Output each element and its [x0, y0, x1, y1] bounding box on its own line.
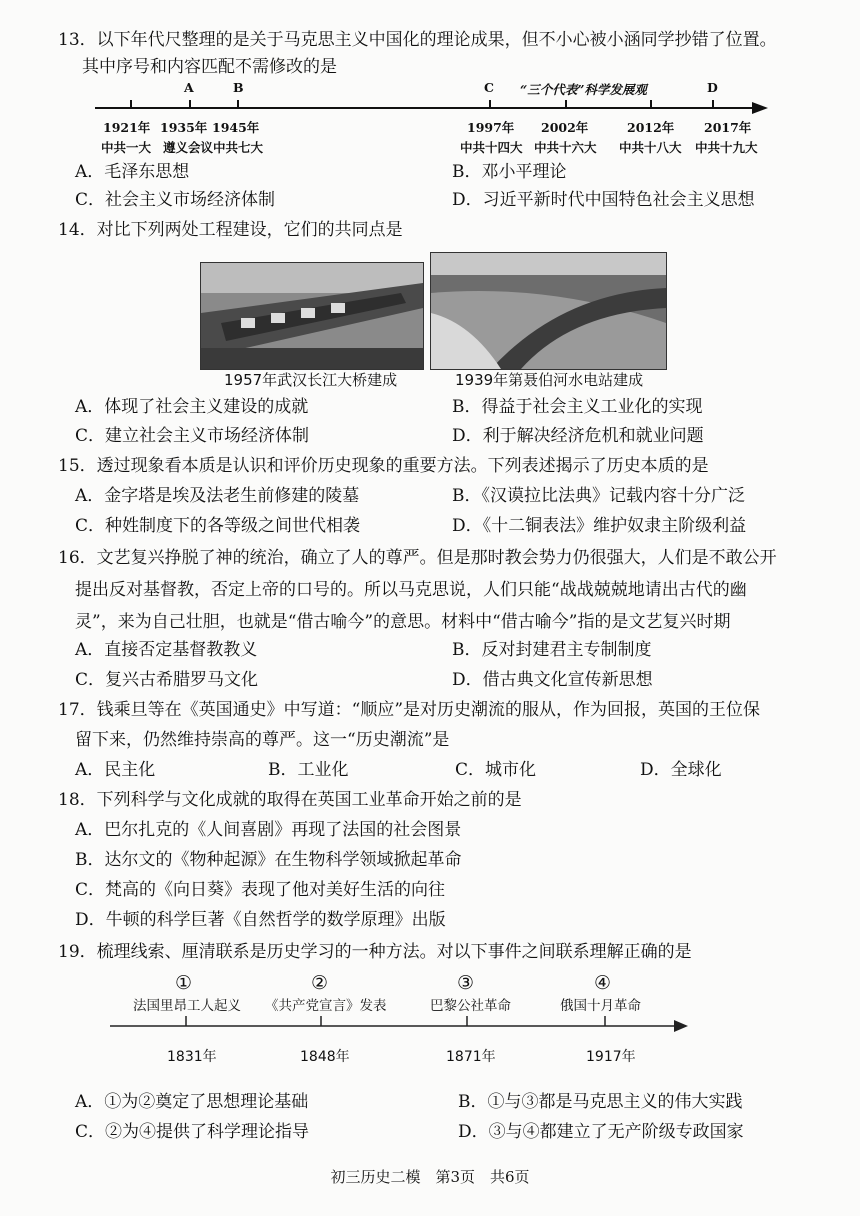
- q19-option-d: D．③与④都建立了无产阶级专政国家: [458, 1122, 744, 1142]
- q13-letter-b: B: [233, 80, 244, 95]
- q18-option-b: B．达尔文的《物种起源》在生物科学领域掀起革命: [75, 850, 462, 870]
- q14-option-d: D．利于解决经济危机和就业问题: [452, 426, 704, 446]
- q13-year-1921: 1921年: [103, 120, 151, 135]
- q19-option-a: A．①为②奠定了思想理论基础: [75, 1092, 309, 1112]
- q19-num-2: ②: [311, 972, 329, 994]
- q19-event-4: 俄国十月革命: [560, 998, 641, 1014]
- q14-stem: 14．对比下列两处工程建设，它们的共同点是: [58, 220, 403, 240]
- q13-event-3: 中共七大: [213, 140, 264, 155]
- q16-option-c: C．复兴古希腊罗马文化: [75, 670, 259, 690]
- q16-stem-line3: 灵”，来为自己壮胆，也就是“借古喻今”的意思。材料中“借古喻今”指的是文艺复兴时期: [75, 612, 731, 632]
- q13-year-1997: 1997年: [467, 120, 515, 135]
- q14-option-b: B．得益于社会主义工业化的实现: [452, 397, 703, 417]
- q13-year-1935: 1935年: [160, 120, 208, 135]
- q13-letter-a: A: [184, 80, 194, 95]
- q19-stem: 19．梳理线索、厘清联系是历史学习的一种方法。对以下事件之间联系理解正确的是: [58, 942, 692, 962]
- q16-option-d: D．借古典文化宣传新思想: [452, 670, 653, 690]
- q13-option-b: B．邓小平理论: [452, 162, 567, 182]
- q13-stem-line1: 13．以下年代尺整理的是关于马克思主义中国化的理论成果，但不小心被小涵同学抄错了位置。: [58, 30, 777, 50]
- q19-year-1917: 1917年: [586, 1049, 636, 1065]
- q13-banner: “三个代表”科学发展观: [520, 82, 647, 97]
- q17-option-b: B．工业化: [268, 760, 349, 780]
- q13-year-2012: 2012年: [627, 120, 675, 135]
- q17-stem-line1: 17．钱乘旦等在《英国通史》中写道：“顺应”是对历史潮流的服从，作为回报，英国的王位保: [58, 700, 761, 720]
- q19-event-2: 《共产党宣言》发表: [265, 998, 387, 1014]
- bridge-photo: [200, 262, 424, 370]
- q14-option-a: A．体现了社会主义建设的成就: [75, 397, 309, 417]
- q19-year-1871: 1871年: [446, 1049, 496, 1065]
- q18-stem: 18．下列科学与文化成就的取得在英国工业革命开始之前的是: [58, 790, 522, 810]
- q19-num-4: ④: [594, 972, 612, 994]
- q14-option-c: C．建立社会主义市场经济体制: [75, 426, 310, 446]
- q13-event-5: 中共十六大: [534, 140, 597, 155]
- q15-option-a: A．金字塔是埃及法老生前修建的陵墓: [75, 486, 360, 506]
- q13-event-1: 中共一大: [101, 140, 152, 155]
- q16-option-a: A．直接否定基督教教义: [75, 640, 258, 660]
- q19-year-1848: 1848年: [300, 1049, 350, 1065]
- q19-option-c: C．②为④提供了科学理论指导: [75, 1122, 310, 1142]
- q13-event-7: 中共十九大: [695, 140, 758, 155]
- q18-option-c: C．梵高的《向日葵》表现了他对美好生活的向往: [75, 880, 446, 900]
- q13-year-2002: 2002年: [541, 120, 589, 135]
- dam-photo: [430, 252, 667, 370]
- q17-option-a: A．民主化: [75, 760, 156, 780]
- bridge-caption: 1957年武汉长江大桥建成: [224, 371, 398, 389]
- dam-caption: 1939年第聂伯河水电站建成: [455, 371, 644, 389]
- q13-option-a: A．毛泽东思想: [75, 162, 190, 182]
- q19-year-1831: 1831年: [167, 1049, 217, 1065]
- q13-year-2017: 2017年: [704, 120, 752, 135]
- q19-num-3: ③: [457, 972, 475, 994]
- q19-timeline: [0, 1010, 860, 1040]
- q13-event-4: 中共十四大: [460, 140, 523, 155]
- q18-option-d: D．牛顿的科学巨著《自然哲学的数学原理》出版: [75, 910, 446, 930]
- q15-stem: 15．透过现象看本质是认识和评价历史现象的重要方法。下列表述揭示了历史本质的是: [58, 456, 709, 476]
- q16-option-b: B．反对封建君主专制制度: [452, 640, 652, 660]
- q13-event-2: 遵义会议: [163, 140, 214, 155]
- q15-option-b: B．《汉谟拉比法典》记载内容十分广泛: [452, 486, 745, 506]
- q13-stem-line2: 其中序号和内容匹配不需修改的是: [82, 57, 337, 77]
- q19-event-1: 法国里昂工人起义: [133, 998, 241, 1014]
- q13-option-c: C．社会主义市场经济体制: [75, 190, 276, 210]
- q19-num-1: ①: [175, 972, 193, 994]
- q13-letter-d: D: [707, 80, 718, 95]
- q16-stem-line2: 提出反对基督教，否定上帝的口号的。所以马克思说，人们只能“战战兢兢地请出古代的幽: [75, 580, 747, 600]
- q19-option-b: B．①与③都是马克思主义的伟大实践: [458, 1092, 743, 1112]
- q16-stem-line1: 16．文艺复兴挣脱了神的统治，确立了人的尊严。但是那时教会势力仍很强大，人们是不敢公开: [58, 548, 777, 568]
- q18-option-a: A．巴尔扎克的《人间喜剧》再现了法国的社会图景: [75, 820, 462, 840]
- q13-event-6: 中共十八大: [619, 140, 682, 155]
- q13-year-1945: 1945年: [212, 120, 260, 135]
- page-footer: 初三历史二模 第3页 共6页: [330, 1168, 530, 1186]
- q13-letter-c: C: [484, 80, 494, 95]
- q17-option-d: D．全球化: [640, 760, 722, 780]
- q17-stem-line2: 留下来，仍然维持崇高的尊严。这一“历史潮流”是: [75, 730, 450, 750]
- q15-option-d: D．《十二铜表法》维护奴隶主阶级利益: [452, 516, 747, 536]
- q13-option-d: D．习近平新时代中国特色社会主义思想: [452, 190, 755, 210]
- q15-option-c: C．种姓制度下的各等级之间世代相袭: [75, 516, 361, 536]
- q17-option-c: C．城市化: [455, 760, 537, 780]
- q19-event-3: 巴黎公社革命: [430, 998, 511, 1014]
